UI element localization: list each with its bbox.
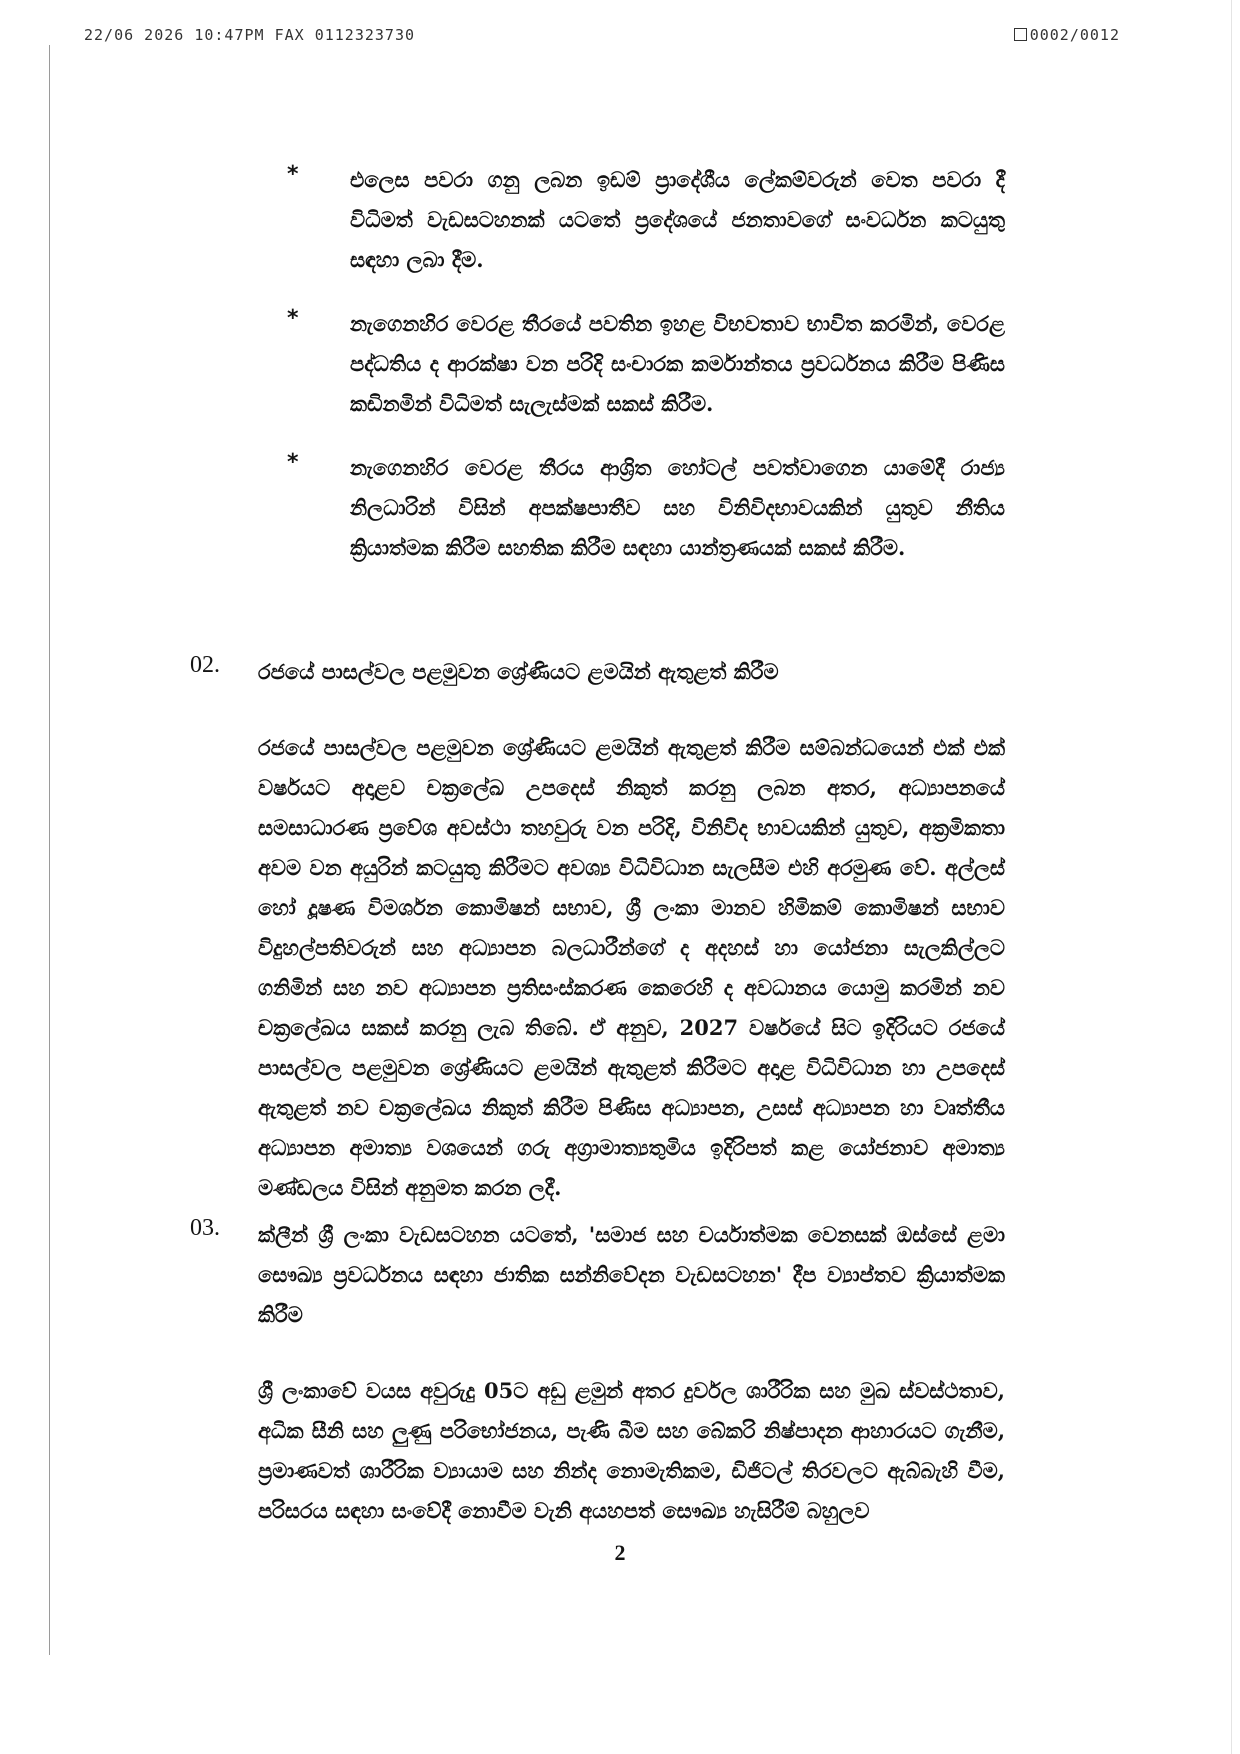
- bullet-item: [287, 304, 1005, 424]
- page-number: 2: [614, 1540, 626, 1565]
- section-number: 02.: [190, 652, 220, 678]
- bullet-item: [287, 160, 1005, 280]
- section-title: ක්ලීන් ශ්‍රී ලංකා වැඩසටහන යටතේ, 'සමාජ සහ චර්යාත්මක වෙනසක් ඔස්සේ ළමා සෞඛ්‍ය ප්‍රවර්ධනය සඳහා ජාතික සන්නිවේදන වැඩසටහන' දීප ව්‍යාප්තව ක්‍රියාත්මක කිරීම: [258, 1222, 1005, 1327]
- fax-header: [84, 20, 1120, 50]
- fax-page-counter: [1014, 26, 1120, 44]
- scan-margin-line: [49, 45, 50, 1655]
- bullet-text: නැගෙනහිර වෙරළ තීරයේ පවතින ඉහළ විභවතාව භාවිත කරමින්, වෙරළ පද්ධතිය ද ආරක්ෂා වන පරිදි සංචාරක කර්මාන්තය ප්‍රවර්ධනය කිරීම පිණිස කඩිනමින් විධිමත් සැලැස්මක් සකස් කිරීම.: [350, 311, 1005, 416]
- asterisk-bullet-icon: *: [287, 450, 299, 475]
- bullet-text: එලෙස පවරා ගනු ලබන ඉඩම් ප්‍රාදේශීය ලේකම්වරුන් වෙත පවරා දී විධිමත් වැඩසටහනක් යටතේ ප්‍රදේශයේ ජනතාවගේ සංවර්ධන කටයුතු සඳහා ලබා දීම.: [350, 167, 1005, 272]
- asterisk-bullet-icon: *: [287, 306, 299, 331]
- bullet-list: [287, 160, 1005, 592]
- checkbox-icon: [1014, 28, 1027, 41]
- section-number: 03.: [190, 1215, 220, 1241]
- fax-page-count-text: 0002/0012: [1029, 26, 1120, 44]
- section-03: [190, 1215, 1005, 1531]
- bullet-text: නැගෙනහිර වෙරළ තීරය ආශ්‍රිත හෝටල් පවත්වාගෙන යාමේදී රාජ්‍ය නිලධාරින් විසින් අපක්ෂපාතීව සහ විනිවිදභාවයකින් යුතුව නීතිය ක්‍රියාත්මක කිරීම සහතික කිරීම සඳහා යාන්ත්‍රණයක් සකස් කිරීම.: [350, 455, 1005, 560]
- fax-transmission-info: 22/06 2026 10:47PM FAX 0112323730: [84, 26, 416, 44]
- section-02: [190, 652, 1005, 1208]
- asterisk-bullet-icon: *: [287, 162, 299, 187]
- bullet-item: [287, 448, 1005, 568]
- section-body: ශ්‍රී ලංකාවේ වයස අවුරුදු 05ට අඩු ළමුන් අතර දුර්වල ශාරීරික සහ මුඛ ස්වස්ථතාව, අධික සීනි සහ ලුණු පරිභෝජනය, පැණි බීම සහ බේකරි නිෂ්පාදන ආහාරයට ගැනීම, ප්‍රමාණවත් ශාරීරික ව්‍යායාම සහ නින්ද නොමැතිකම, ඩිජිටල් තිරවලට ඇබ්බැහි වීම, පරිසරය සඳහා සංවේදී නොවීම වැනි අයහපත් සෞඛ්‍ය හැසිරීම් බහුලව: [258, 1378, 1005, 1523]
- scan-edge-shadow: [1231, 0, 1232, 1754]
- section-title: රජයේ පාසල්වල පළමුවන ශ්‍රේණියට ළමයින් ඇතුළත් කිරීම: [258, 659, 779, 684]
- section-body: රජයේ පාසල්වල පළමුවන ශ්‍රේණියට ළමයින් ඇතුළත් කිරීම සම්බන්ධයෙන් එක් එක් වර්ෂයට අදාළව චක්‍රලේඛ උපදෙස් නිකුත් කරනු ලබන අතර, අධ්‍යාපනයේ සමසාධාරණ ප්‍රවේශ අවස්ථා තහවුරු වන පරිදි, විනිවිද භාවයකින් යුතුව, අක්‍රමිකතා අවම වන අයුරින් කටයුතු කිරීමට අවශ්‍ය විධිවිධාන සැලසීම එහි අරමුණ වේ. අල්ලස් හෝ දූෂණ විමර්ශන කොමිෂන් සභාව, ශ්‍රී ලංකා මානව හිමිකම් කොමිෂන් සභාව විදුහල්පතිවරුන් සහ අධ්‍යාපන බලධාරීන්ගේ ද අදහස් හා යෝජනා සැලකිල්ලට ගනිමින් සහ නව අධ්‍යාපන ප්‍රතිසංස්කරණ කෙරෙහි ද අවධානය යොමු කරමින් නව චක්‍රලේඛය සකස් කරනු ලැබ තිබේ. ඒ අනුව, 2027 වර්ෂයේ සිට ඉදිරියට රජයේ පාසල්වල පළමුවන ශ්‍රේණියට ළමයින් ඇතුළත් කිරීමට අදාළ විධිවිධාන හා උපදෙස් ඇතුළත් නව චක්‍රලේඛය නිකුත් කිරීම පිණිස අධ්‍යාපන, උසස් අධ්‍යාපන හා වෘත්තීය අධ්‍යාපන අමාත්‍ය වශයෙන් ගරු අග්‍රාමාත්‍යතුමිය ඉදිරිපත් කළ යෝජනාව අමාත්‍ය මණ්ඩලය විසින් අනුමත කරන ලදී.: [258, 735, 1005, 1200]
